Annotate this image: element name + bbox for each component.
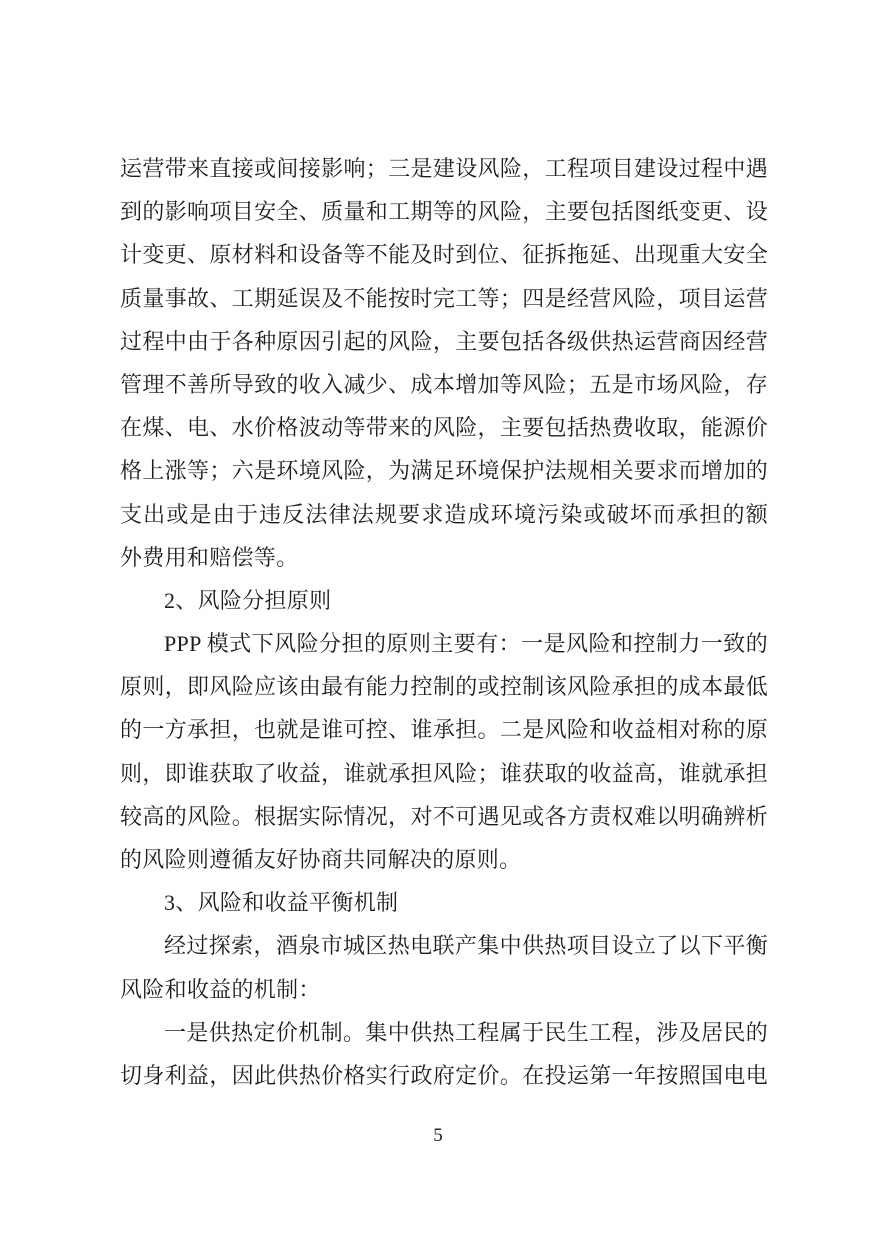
text-line: 切身利益，因此供热价格实行政府定价。在投运第一年按照国电电 [120, 1062, 768, 1088]
text-line: 质量事故、工期延误及不能按时完工等；四是经营风险，项目运营 [120, 285, 768, 311]
text-line: 过程中由于各种原因引起的风险，主要包括各级供热运营商因经营 [120, 328, 768, 354]
text-line: 的一方承担，也就是谁可控、谁承担。二是风险和收益相对称的原 [120, 717, 768, 743]
text-line: 经过探索，酒泉市城区热电联产集中供热项目设立了以下平衡 [164, 933, 768, 959]
text-line: 风险和收益的机制： [120, 976, 321, 1002]
text-line: 则，即谁获取了收益，谁就承担风险；谁获取的收益高，谁就承担 [120, 760, 768, 786]
text-line: 的风险则遵循友好协商共同解决的原则。 [120, 847, 522, 872]
text-line: 较高的风险。根据实际情况，对不可遇见或各方责权难以明确辨析 [120, 803, 768, 829]
text-line: 在煤、电、水价格波动等带来的风险，主要包括热费收取，能源价 [120, 415, 768, 441]
text-line: 3、风险和收益平衡机制 [164, 890, 399, 916]
text-line: 格上涨等；六是环境风险，为满足环境保护法规相关要求而增加的 [120, 458, 768, 484]
page-number: 5 [433, 1125, 443, 1146]
page-footer [0, 1124, 876, 1148]
text-line: 原则，即风险应该由最有能力控制的或控制该风险承担的成本最低 [120, 674, 768, 700]
text-line: 运营带来直接或间接影响；三是建设风险，工程项目建设过程中遇 [120, 156, 768, 181]
text-line: PPP 模式下风险分担的原则主要有：一是风险和控制力一致的 [164, 631, 768, 657]
text-line: 一是供热定价机制。集中供热工程属于民生工程，涉及居民的 [164, 1019, 768, 1045]
text-line: 计变更、原材料和设备等不能及时到位、征拆拖延、出现重大安全 [120, 242, 768, 268]
text-line: 外费用和赔偿等。 [120, 544, 299, 570]
text-line: 管理不善所导致的收入减少、成本增加等风险；五是市场风险，存 [120, 371, 768, 397]
document-body [120, 147, 768, 1097]
text-line: 到的影响项目安全、质量和工期等的风险，主要包括图纸变更、设 [120, 199, 768, 225]
text-line: 支出或是由于违反法律法规要求造成环境污染或破坏而承担的额 [120, 501, 768, 527]
text-line: 2、风险分担原则 [164, 587, 332, 613]
